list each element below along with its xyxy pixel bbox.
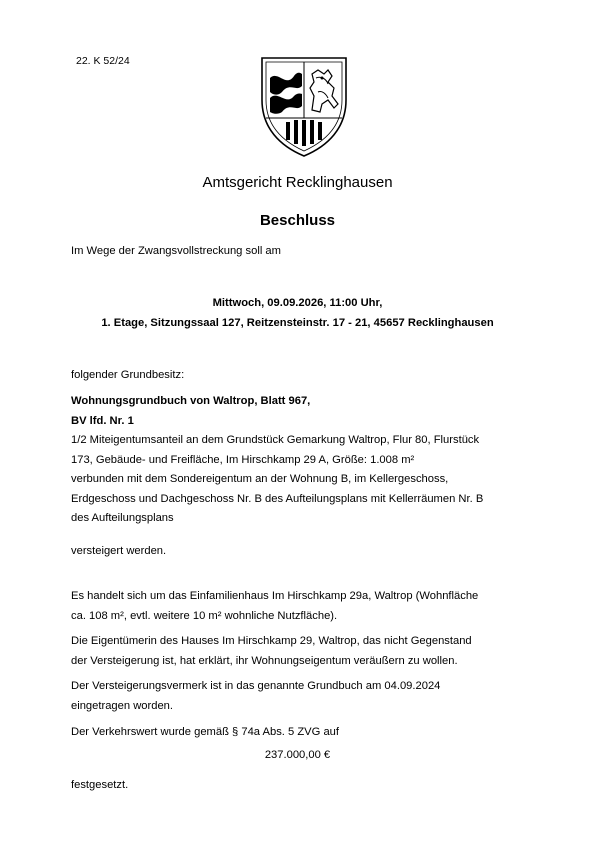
- appointment-datetime: Mittwoch, 09.09.2026, 11:00 Uhr,: [212, 297, 383, 309]
- document-title: Beschluss: [259, 212, 336, 229]
- file-number: 22. K 52/24: [76, 55, 130, 67]
- property-line: 173, Gebäude- und Freifläche, Im Hirschkamp 29 A, Größe: 1.008 m²: [71, 453, 415, 466]
- court-name: Amtsgericht Recklinghausen: [202, 174, 393, 191]
- auction-phrase: versteigert werden.: [71, 545, 167, 557]
- property-line: Erdgeschoss und Dachgeschoss Nr. B des Aufteilungsplans mit Kellerräumen Nr. B: [71, 492, 484, 505]
- detail-line: Die Eigentümerin des Hauses Im Hirschkamp 29, Waltrop, das nicht Gegenstand: [71, 635, 472, 647]
- detail-line: Der Versteigerungsvermerk ist in das genannte Grundbuch am 04.09.2024: [71, 680, 441, 692]
- property-line: 1/2 Miteigentumsanteil an dem Grundstück Gemarkung Waltrop, Flur 80, Flurstück: [71, 434, 480, 446]
- details-paragraph-3: [71, 677, 521, 716]
- detail-line: Es handelt sich um das Einfamilienhaus Im Hirschkamp 29a, Waltrop (Wohnfläche: [71, 590, 479, 602]
- detail-line: der Versteigerung ist, hat erklärt, ihr Wohnungseigentum veräußern zu wollen.: [71, 654, 458, 667]
- appointment-location: 1. Etage, Sitzungssaal 127, Reitzensteinstr. 17 - 21, 45657 Recklinghausen: [101, 317, 494, 329]
- intro-text: Im Wege der Zwangsvollstreckung soll am: [71, 245, 281, 257]
- nrw-coat-of-arms-icon: [256, 48, 352, 160]
- property-line: verbunden mit dem Sondereigentum an der Wohnung B, im Kellergeschoss,: [71, 473, 449, 485]
- property-line: des Aufteilungsplans: [71, 512, 174, 524]
- property-intro: folgender Grundbesitz:: [71, 369, 185, 381]
- property-block: [71, 392, 521, 529]
- property-bv-number: BV lfd. Nr. 1: [71, 414, 134, 427]
- closing-text: festgesetzt.: [71, 779, 129, 791]
- detail-line: eingetragen worden.: [71, 699, 174, 712]
- details-paragraph-4: Der Verkehrswert wurde gemäß § 74a Abs. 5 ZVG auf: [71, 726, 340, 738]
- market-value: 237.000,00 €: [264, 749, 331, 761]
- detail-line: ca. 108 m², evtl. weitere 10 m² wohnliche Nutzfläche).: [71, 609, 338, 622]
- details-paragraph-2: [71, 632, 521, 671]
- property-register: Wohnungsgrundbuch von Waltrop, Blatt 967,: [71, 395, 311, 407]
- details-paragraph-1: [71, 587, 521, 626]
